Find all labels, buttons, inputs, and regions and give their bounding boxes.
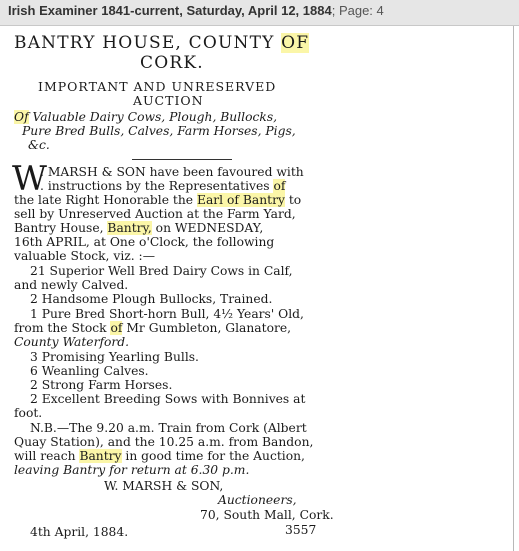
note-line: Quay Station), and the 10.25 a.m. from Bandon, (14, 435, 314, 449)
body-line: . instructions by the Representatives of (40, 179, 286, 193)
search-hit: Bantry (79, 449, 122, 463)
column-edge (513, 26, 514, 551)
search-hit: OF (281, 33, 310, 53)
stock-line: County Waterford. (14, 335, 130, 349)
body-line: . MARSH & SON have been favoured with (40, 165, 304, 179)
ad-subtitle-line1: IMPORTANT AND UNRESERVED (38, 79, 277, 94)
ad-subtitle-line2: AUCTION (133, 93, 204, 108)
body-line: valuable Stock, viz. :— (14, 249, 155, 263)
note-line: leaving Bantry for return at 6.30 p.m. (14, 463, 250, 477)
desc-line: Of Valuable Dairy Cows, Plough, Bullocks, (14, 110, 278, 124)
stock-line: 6 Weanling Calves. (30, 364, 149, 378)
stock-line: 1 Pure Bred Short-horn Bull, 4½ Years' Old, (30, 307, 304, 321)
note-line: N.B.—The 9.20 a.m. Train from Cork (Albert (30, 421, 307, 435)
body-line: Bantry House, Bantry, on WEDNESDAY, (14, 221, 264, 235)
desc-line: &c. (28, 138, 50, 152)
newspaper-clipping (0, 26, 519, 551)
stock-line: foot. (14, 406, 43, 420)
stock-line: 2 Strong Farm Horses. (30, 378, 173, 392)
ad-title-line1: BANTRY HOUSE, COUNTY OF (14, 33, 310, 53)
note-line: will reach Bantry in good time for the Auction, (14, 449, 305, 463)
source-title: Irish Examiner 1841-current, Saturday, April 12, 1884 (8, 3, 332, 18)
firm-address: 70, South Mall, Cork. (200, 508, 334, 522)
ad-reference-number: 3557 (285, 523, 317, 537)
drop-cap: W (12, 159, 47, 199)
search-hit: Earl of Bantry (196, 193, 285, 207)
desc-line: Pure Bred Bulls, Calves, Farm Horses, Pigs, (22, 124, 296, 138)
stock-line: and newly Calved. (14, 278, 129, 292)
ad-date: 4th April, 1884. (30, 525, 129, 539)
body-line: sell by Unreserved Auction at the Farm Yard, (14, 207, 296, 221)
page-number: ; Page: 4 (331, 3, 384, 18)
stock-line: 2 Excellent Breeding Sows with Bonnives at (30, 392, 306, 406)
divider (132, 159, 232, 160)
stock-line: 2 Handsome Plough Bullocks, Trained. (30, 292, 273, 306)
ad-title-line2: CORK. (140, 53, 204, 73)
body-line: 16th APRIL, at One o'Clock, the following (14, 235, 275, 249)
firm-name: W. MARSH & SON, (104, 479, 224, 493)
source-header (0, 0, 519, 26)
search-hit: of (273, 179, 286, 193)
stock-line: from the Stock of Mr Gumbleton, Glanatore, (14, 321, 292, 335)
search-hit: Bantry, (107, 221, 152, 235)
search-hit: of (110, 321, 123, 335)
body-line: the late Right Honorable the Earl of Bantry to (14, 193, 302, 207)
stock-line: 3 Promising Yearling Bulls. (30, 350, 199, 364)
stock-line: 21 Superior Well Bred Dairy Cows in Calf, (30, 264, 293, 278)
firm-role: Auctioneers, (218, 493, 297, 507)
